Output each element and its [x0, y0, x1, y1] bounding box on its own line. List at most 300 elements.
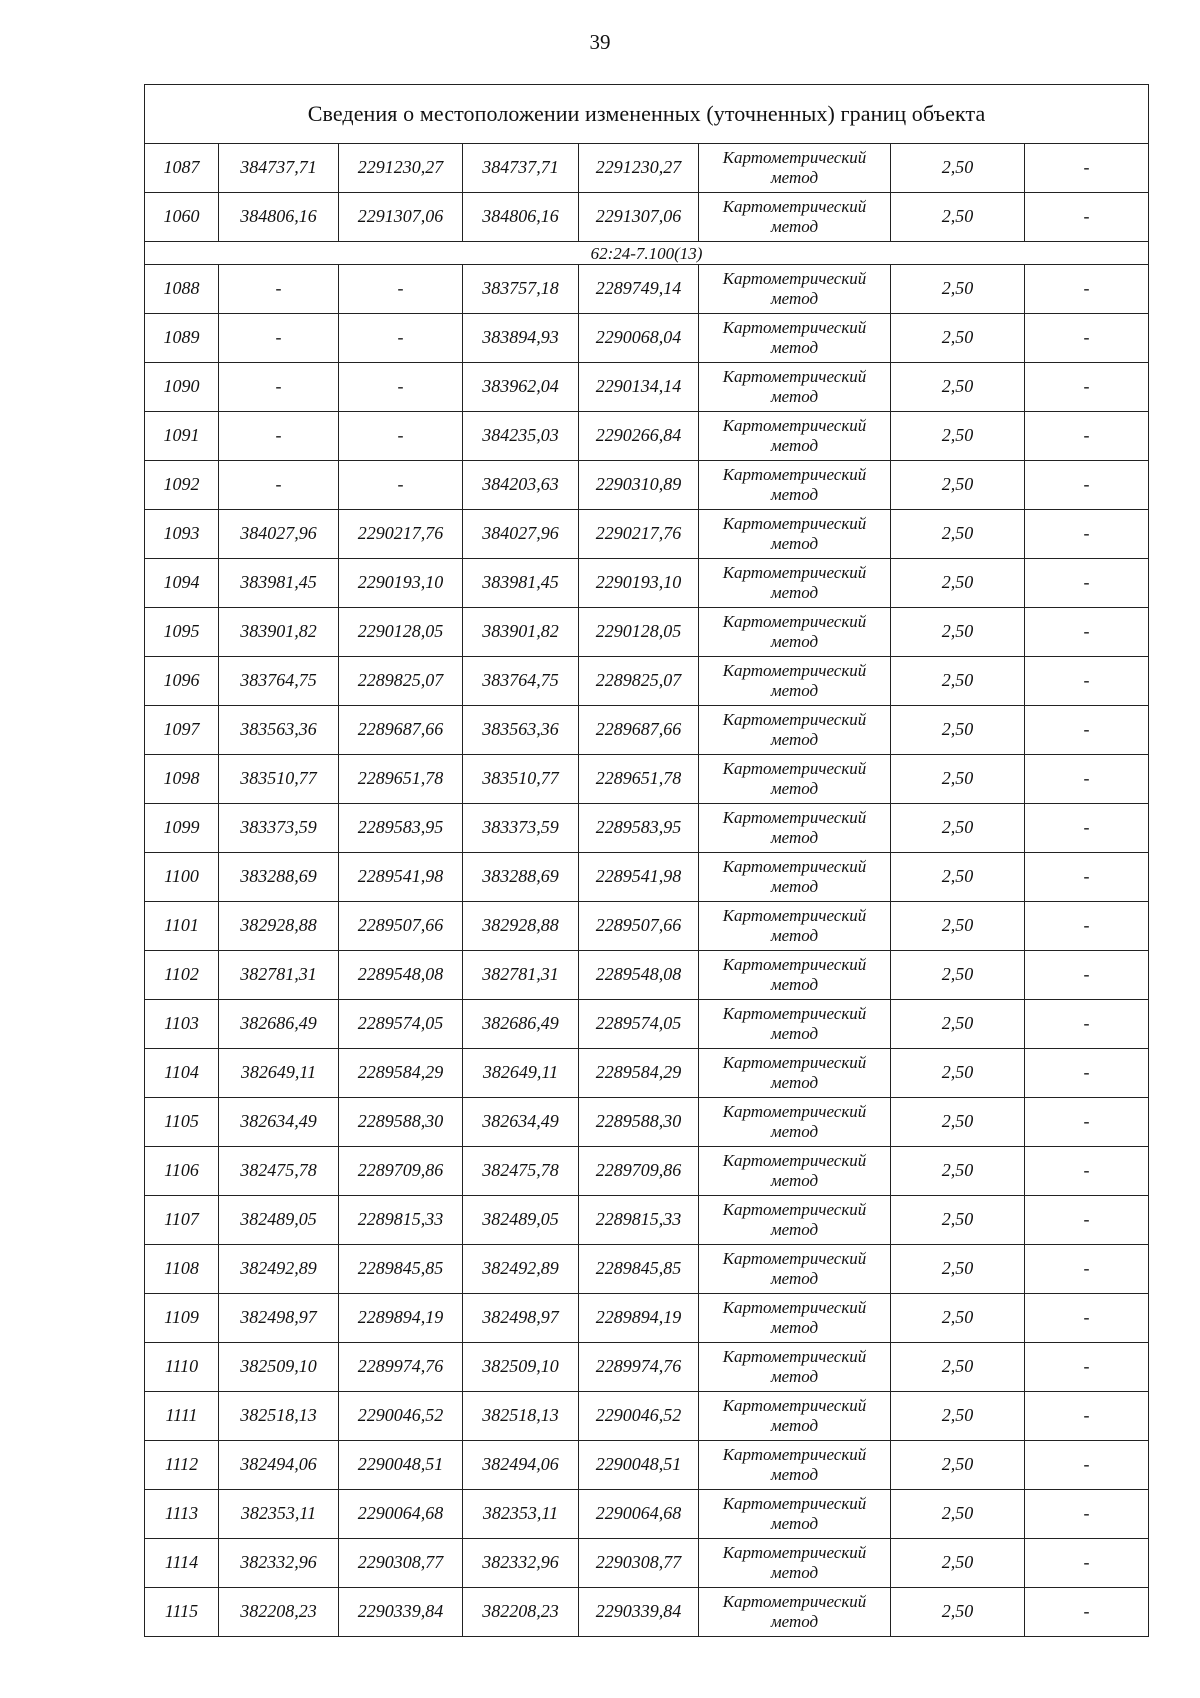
point-number-cell: 1113 [145, 1490, 219, 1539]
y-refined-cell: 2289749,14 [579, 265, 699, 314]
accuracy-cell: 2,50 [891, 1294, 1025, 1343]
method-line-1: Картометрический [722, 1053, 867, 1073]
x-refined-cell: 383563,36 [463, 706, 579, 755]
table-row [145, 461, 1149, 510]
note-cell: - [1025, 1000, 1149, 1049]
x-existing-cell: 384027,96 [219, 510, 339, 559]
method-line-1: Картометрический [722, 148, 867, 168]
method-cell [699, 1294, 891, 1343]
note-cell: - [1025, 706, 1149, 755]
x-refined-cell: 383962,04 [463, 363, 579, 412]
y-refined-cell: 2289687,66 [579, 706, 699, 755]
x-existing-cell: 382509,10 [219, 1343, 339, 1392]
x-refined-cell: 384806,16 [463, 193, 579, 242]
x-existing-cell: 383764,75 [219, 657, 339, 706]
method-line-1: Картометрический [722, 1543, 867, 1563]
point-number-cell: 1101 [145, 902, 219, 951]
x-refined-cell: 384235,03 [463, 412, 579, 461]
x-existing-cell: 382634,49 [219, 1098, 339, 1147]
point-number-cell: 1095 [145, 608, 219, 657]
method-line-2: метод [770, 828, 819, 847]
note-cell: - [1025, 1392, 1149, 1441]
y-refined-cell: 2289548,08 [579, 951, 699, 1000]
y-refined-cell: 2289651,78 [579, 755, 699, 804]
accuracy-cell: 2,50 [891, 657, 1025, 706]
accuracy-cell: 2,50 [891, 951, 1025, 1000]
method-cell [699, 193, 891, 242]
method-cell [699, 1392, 891, 1441]
accuracy-cell: 2,50 [891, 1588, 1025, 1637]
y-existing-cell: 2290128,05 [339, 608, 463, 657]
accuracy-cell: 2,50 [891, 1392, 1025, 1441]
table-row [145, 1343, 1149, 1392]
point-number-cell: 1114 [145, 1539, 219, 1588]
table-row [145, 1245, 1149, 1294]
table-row [145, 510, 1149, 559]
table-row [145, 412, 1149, 461]
y-refined-cell: 2290134,14 [579, 363, 699, 412]
method-line-2: метод [770, 1122, 819, 1141]
y-refined-cell: 2290193,10 [579, 559, 699, 608]
x-existing-cell: 382781,31 [219, 951, 339, 1000]
y-existing-cell: 2289507,66 [339, 902, 463, 951]
table-title-row [145, 85, 1149, 144]
accuracy-cell: 2,50 [891, 1098, 1025, 1147]
y-existing-cell: 2289709,86 [339, 1147, 463, 1196]
note-cell: - [1025, 902, 1149, 951]
y-refined-cell: 2289574,05 [579, 1000, 699, 1049]
method-line-2: метод [770, 1612, 819, 1631]
method-cell [699, 1196, 891, 1245]
y-refined-cell: 2290048,51 [579, 1441, 699, 1490]
method-line-1: Картометрический [722, 955, 867, 975]
point-number-cell: 1091 [145, 412, 219, 461]
point-number-cell: 1088 [145, 265, 219, 314]
accuracy-cell: 2,50 [891, 804, 1025, 853]
section-row [145, 242, 1149, 265]
note-cell: - [1025, 1441, 1149, 1490]
method-line-1: Картометрический [722, 857, 867, 877]
point-number-cell: 1106 [145, 1147, 219, 1196]
point-number-cell: 1099 [145, 804, 219, 853]
method-line-2: метод [770, 387, 819, 406]
x-existing-cell: 382928,88 [219, 902, 339, 951]
note-cell: - [1025, 144, 1149, 193]
method-line-2: метод [770, 926, 819, 945]
table-row [145, 1049, 1149, 1098]
accuracy-cell: 2,50 [891, 1539, 1025, 1588]
note-cell: - [1025, 193, 1149, 242]
method-cell [699, 1098, 891, 1147]
table-row [145, 1441, 1149, 1490]
x-existing-cell: 383563,36 [219, 706, 339, 755]
note-cell: - [1025, 804, 1149, 853]
accuracy-cell: 2,50 [891, 559, 1025, 608]
x-refined-cell: 382208,23 [463, 1588, 579, 1637]
y-refined-cell: 2290064,68 [579, 1490, 699, 1539]
method-line-2: метод [770, 1367, 819, 1386]
accuracy-cell: 2,50 [891, 902, 1025, 951]
section-label: 62:24-7.100(13) [145, 242, 1149, 265]
note-cell: - [1025, 1343, 1149, 1392]
note-cell: - [1025, 363, 1149, 412]
point-number-cell: 1103 [145, 1000, 219, 1049]
table-row [145, 1539, 1149, 1588]
boundary-coordinates-table [144, 84, 1149, 1637]
method-line-2: метод [770, 1073, 819, 1092]
table-row [145, 1147, 1149, 1196]
table-row [145, 657, 1149, 706]
method-line-2: метод [770, 1269, 819, 1288]
method-line-1: Картометрический [722, 514, 867, 534]
table-row [145, 1294, 1149, 1343]
method-cell [699, 1490, 891, 1539]
x-existing-cell: 382518,13 [219, 1392, 339, 1441]
point-number-cell: 1111 [145, 1392, 219, 1441]
method-line-2: метод [770, 1514, 819, 1533]
x-refined-cell: 382686,49 [463, 1000, 579, 1049]
accuracy-cell: 2,50 [891, 461, 1025, 510]
table-row [145, 804, 1149, 853]
table-row [145, 193, 1149, 242]
method-line-2: метод [770, 1465, 819, 1484]
x-existing-cell: 382489,05 [219, 1196, 339, 1245]
method-line-2: метод [770, 217, 819, 236]
table-row [145, 951, 1149, 1000]
y-existing-cell: - [339, 363, 463, 412]
note-cell: - [1025, 265, 1149, 314]
x-existing-cell: 383288,69 [219, 853, 339, 902]
method-line-2: метод [770, 168, 819, 187]
method-line-1: Картометрический [722, 1396, 867, 1416]
method-line-2: метод [770, 877, 819, 896]
method-cell [699, 510, 891, 559]
x-existing-cell: 382494,06 [219, 1441, 339, 1490]
accuracy-cell: 2,50 [891, 265, 1025, 314]
x-refined-cell: 383764,75 [463, 657, 579, 706]
x-refined-cell: 383288,69 [463, 853, 579, 902]
point-number-cell: 1112 [145, 1441, 219, 1490]
table-row [145, 1000, 1149, 1049]
y-existing-cell: - [339, 461, 463, 510]
point-number-cell: 1089 [145, 314, 219, 363]
method-cell [699, 755, 891, 804]
x-refined-cell: 382475,78 [463, 1147, 579, 1196]
x-refined-cell: 383757,18 [463, 265, 579, 314]
note-cell: - [1025, 1196, 1149, 1245]
accuracy-cell: 2,50 [891, 755, 1025, 804]
method-line-2: метод [770, 583, 819, 602]
method-line-1: Картометрический [722, 563, 867, 583]
method-line-2: метод [770, 1563, 819, 1582]
y-refined-cell: 2291230,27 [579, 144, 699, 193]
method-line-1: Картометрический [722, 1200, 867, 1220]
method-line-2: метод [770, 1318, 819, 1337]
y-refined-cell: 2289815,33 [579, 1196, 699, 1245]
point-number-cell: 1096 [145, 657, 219, 706]
y-existing-cell: 2289974,76 [339, 1343, 463, 1392]
note-cell: - [1025, 1049, 1149, 1098]
table-row [145, 706, 1149, 755]
accuracy-cell: 2,50 [891, 1490, 1025, 1539]
x-refined-cell: 384737,71 [463, 144, 579, 193]
point-number-cell: 1109 [145, 1294, 219, 1343]
method-cell [699, 1588, 891, 1637]
x-existing-cell: 382498,97 [219, 1294, 339, 1343]
y-refined-cell: 2290339,84 [579, 1588, 699, 1637]
table-row [145, 1196, 1149, 1245]
x-refined-cell: 384027,96 [463, 510, 579, 559]
x-refined-cell: 383373,59 [463, 804, 579, 853]
y-existing-cell: 2289548,08 [339, 951, 463, 1000]
y-existing-cell: 2289588,30 [339, 1098, 463, 1147]
method-cell [699, 902, 891, 951]
method-line-1: Картометрический [722, 197, 867, 217]
y-existing-cell: 2290064,68 [339, 1490, 463, 1539]
y-existing-cell: 2290046,52 [339, 1392, 463, 1441]
y-refined-cell: 2290046,52 [579, 1392, 699, 1441]
y-refined-cell: 2289974,76 [579, 1343, 699, 1392]
method-line-1: Картометрический [722, 416, 867, 436]
point-number-cell: 1060 [145, 193, 219, 242]
method-line-1: Картометрический [722, 661, 867, 681]
method-line-1: Картометрический [722, 759, 867, 779]
method-line-1: Картометрический [722, 318, 867, 338]
method-line-2: метод [770, 730, 819, 749]
x-refined-cell: 383901,82 [463, 608, 579, 657]
method-cell [699, 706, 891, 755]
method-line-2: метод [770, 1171, 819, 1190]
table-row [145, 144, 1149, 193]
accuracy-cell: 2,50 [891, 706, 1025, 755]
table-row [145, 1490, 1149, 1539]
x-refined-cell: 382353,11 [463, 1490, 579, 1539]
method-line-1: Картометрический [722, 1249, 867, 1269]
y-existing-cell: 2289825,07 [339, 657, 463, 706]
table-row [145, 314, 1149, 363]
method-line-2: метод [770, 681, 819, 700]
method-cell [699, 363, 891, 412]
y-refined-cell: 2290128,05 [579, 608, 699, 657]
method-cell [699, 804, 891, 853]
method-line-1: Картометрический [722, 612, 867, 632]
method-line-1: Картометрический [722, 269, 867, 289]
x-existing-cell: 382208,23 [219, 1588, 339, 1637]
x-existing-cell: 382492,89 [219, 1245, 339, 1294]
method-cell [699, 1245, 891, 1294]
method-line-1: Картометрический [722, 1347, 867, 1367]
note-cell: - [1025, 1245, 1149, 1294]
y-existing-cell: 2290339,84 [339, 1588, 463, 1637]
y-refined-cell: 2289709,86 [579, 1147, 699, 1196]
point-number-cell: 1115 [145, 1588, 219, 1637]
note-cell: - [1025, 853, 1149, 902]
note-cell: - [1025, 314, 1149, 363]
note-cell: - [1025, 1098, 1149, 1147]
method-line-2: метод [770, 338, 819, 357]
note-cell: - [1025, 1490, 1149, 1539]
y-existing-cell: 2290193,10 [339, 559, 463, 608]
x-refined-cell: 382494,06 [463, 1441, 579, 1490]
y-refined-cell: 2291307,06 [579, 193, 699, 242]
note-cell: - [1025, 657, 1149, 706]
table-row [145, 1098, 1149, 1147]
y-refined-cell: 2289584,29 [579, 1049, 699, 1098]
accuracy-cell: 2,50 [891, 1441, 1025, 1490]
method-line-1: Картометрический [722, 1592, 867, 1612]
x-existing-cell: - [219, 363, 339, 412]
point-number-cell: 1094 [145, 559, 219, 608]
method-cell [699, 657, 891, 706]
table-row [145, 853, 1149, 902]
x-refined-cell: 382509,10 [463, 1343, 579, 1392]
x-refined-cell: 382518,13 [463, 1392, 579, 1441]
accuracy-cell: 2,50 [891, 1196, 1025, 1245]
y-existing-cell: 2289894,19 [339, 1294, 463, 1343]
accuracy-cell: 2,50 [891, 314, 1025, 363]
accuracy-cell: 2,50 [891, 1000, 1025, 1049]
page-number: 39 [589, 30, 611, 54]
method-line-1: Картометрический [722, 1494, 867, 1514]
point-number-cell: 1107 [145, 1196, 219, 1245]
accuracy-cell: 2,50 [891, 412, 1025, 461]
table-row [145, 559, 1149, 608]
method-cell [699, 1000, 891, 1049]
point-number-cell: 1105 [145, 1098, 219, 1147]
method-line-2: метод [770, 436, 819, 455]
y-existing-cell: 2290308,77 [339, 1539, 463, 1588]
point-number-cell: 1110 [145, 1343, 219, 1392]
table-row [145, 363, 1149, 412]
y-refined-cell: 2289583,95 [579, 804, 699, 853]
point-number-cell: 1098 [145, 755, 219, 804]
y-refined-cell: 2290068,04 [579, 314, 699, 363]
x-existing-cell: 382475,78 [219, 1147, 339, 1196]
x-existing-cell: 382686,49 [219, 1000, 339, 1049]
method-line-2: метод [770, 1220, 819, 1239]
method-line-2: метод [770, 1416, 819, 1435]
accuracy-cell: 2,50 [891, 144, 1025, 193]
method-line-1: Картометрический [722, 1298, 867, 1318]
method-line-1: Картометрический [722, 808, 867, 828]
y-existing-cell: 2291307,06 [339, 193, 463, 242]
x-refined-cell: 384203,63 [463, 461, 579, 510]
x-existing-cell: 383901,82 [219, 608, 339, 657]
method-cell [699, 1049, 891, 1098]
note-cell: - [1025, 461, 1149, 510]
method-cell [699, 1441, 891, 1490]
method-cell [699, 951, 891, 1000]
y-refined-cell: 2290308,77 [579, 1539, 699, 1588]
accuracy-cell: 2,50 [891, 363, 1025, 412]
note-cell: - [1025, 559, 1149, 608]
point-number-cell: 1092 [145, 461, 219, 510]
y-existing-cell: - [339, 314, 463, 363]
method-line-1: Картометрический [722, 1102, 867, 1122]
y-refined-cell: 2289541,98 [579, 853, 699, 902]
table-row [145, 755, 1149, 804]
point-number-cell: 1108 [145, 1245, 219, 1294]
method-cell [699, 1539, 891, 1588]
x-existing-cell: 382353,11 [219, 1490, 339, 1539]
method-line-1: Картометрический [722, 1151, 867, 1171]
y-existing-cell: 2289651,78 [339, 755, 463, 804]
method-cell [699, 144, 891, 193]
method-cell [699, 314, 891, 363]
table-row [145, 902, 1149, 951]
x-existing-cell: 382649,11 [219, 1049, 339, 1098]
x-existing-cell: 384806,16 [219, 193, 339, 242]
y-refined-cell: 2289825,07 [579, 657, 699, 706]
x-refined-cell: 382489,05 [463, 1196, 579, 1245]
method-line-1: Картометрический [722, 1004, 867, 1024]
y-refined-cell: 2290217,76 [579, 510, 699, 559]
method-line-1: Картометрический [722, 465, 867, 485]
note-cell: - [1025, 608, 1149, 657]
y-existing-cell: 2289815,33 [339, 1196, 463, 1245]
accuracy-cell: 2,50 [891, 193, 1025, 242]
note-cell: - [1025, 412, 1149, 461]
y-refined-cell: 2290266,84 [579, 412, 699, 461]
x-existing-cell: 384737,71 [219, 144, 339, 193]
x-refined-cell: 383510,77 [463, 755, 579, 804]
table-row [145, 1392, 1149, 1441]
x-refined-cell: 382649,11 [463, 1049, 579, 1098]
x-existing-cell: - [219, 412, 339, 461]
y-refined-cell: 2289507,66 [579, 902, 699, 951]
x-existing-cell: 383981,45 [219, 559, 339, 608]
y-existing-cell: 2290217,76 [339, 510, 463, 559]
y-existing-cell: 2289541,98 [339, 853, 463, 902]
method-line-1: Картометрический [722, 1445, 867, 1465]
note-cell: - [1025, 755, 1149, 804]
point-number-cell: 1100 [145, 853, 219, 902]
x-existing-cell: 383373,59 [219, 804, 339, 853]
method-line-2: метод [770, 485, 819, 504]
method-line-2: метод [770, 632, 819, 651]
accuracy-cell: 2,50 [891, 1343, 1025, 1392]
accuracy-cell: 2,50 [891, 608, 1025, 657]
x-existing-cell: - [219, 314, 339, 363]
x-existing-cell: 383510,77 [219, 755, 339, 804]
method-line-1: Картометрический [722, 710, 867, 730]
table-row [145, 608, 1149, 657]
method-line-2: метод [770, 289, 819, 308]
accuracy-cell: 2,50 [891, 510, 1025, 559]
y-refined-cell: 2290310,89 [579, 461, 699, 510]
table-title: Сведения о местоположении измененных (уточненных) границ объекта [145, 85, 1149, 144]
y-existing-cell: 2289583,95 [339, 804, 463, 853]
x-existing-cell: - [219, 265, 339, 314]
method-cell [699, 608, 891, 657]
method-cell [699, 853, 891, 902]
x-existing-cell: 382332,96 [219, 1539, 339, 1588]
accuracy-cell: 2,50 [891, 1245, 1025, 1294]
table-row [145, 1588, 1149, 1637]
y-existing-cell: 2289584,29 [339, 1049, 463, 1098]
method-line-2: метод [770, 779, 819, 798]
y-existing-cell: 2291230,27 [339, 144, 463, 193]
accuracy-cell: 2,50 [891, 853, 1025, 902]
point-number-cell: 1090 [145, 363, 219, 412]
point-number-cell: 1087 [145, 144, 219, 193]
note-cell: - [1025, 1588, 1149, 1637]
method-line-2: метод [770, 975, 819, 994]
y-existing-cell: 2289687,66 [339, 706, 463, 755]
point-number-cell: 1102 [145, 951, 219, 1000]
note-cell: - [1025, 510, 1149, 559]
method-line-2: метод [770, 534, 819, 553]
